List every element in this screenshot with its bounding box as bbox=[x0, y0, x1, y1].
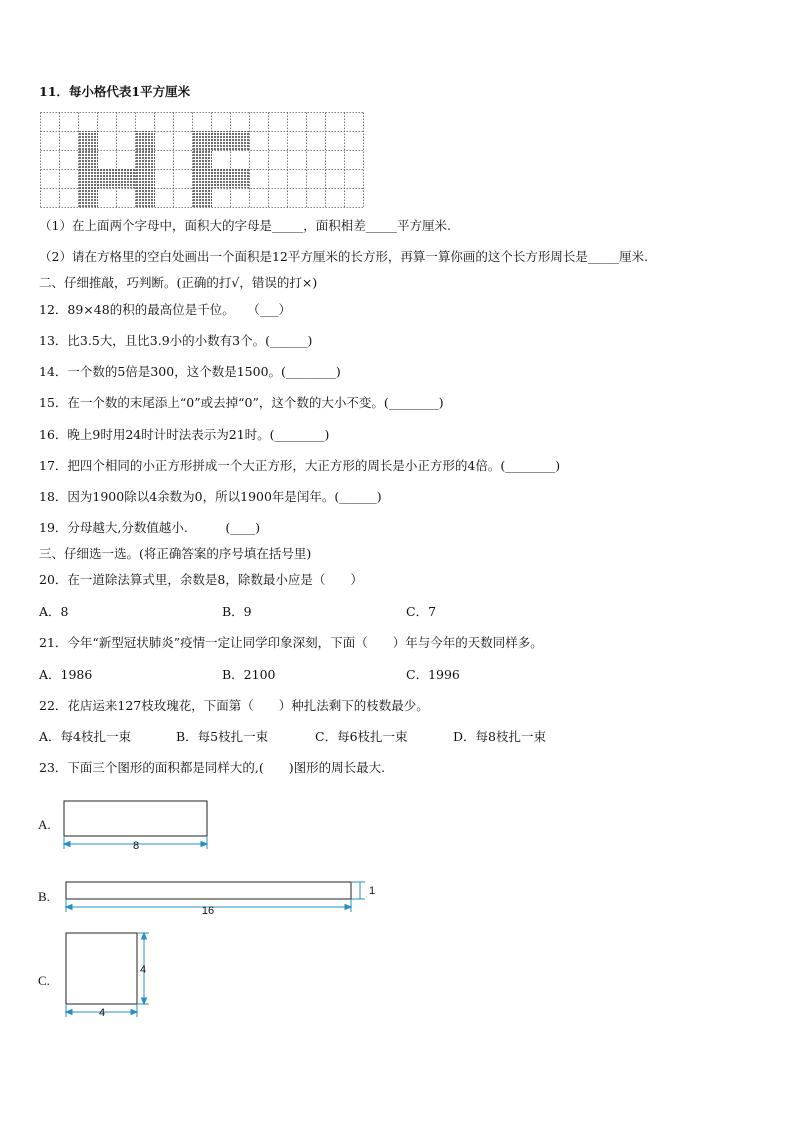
letter-f-shape bbox=[193, 131, 250, 207]
q11-sub1: （1）在上面两个字母中，面积大的字母是_____，面积相差_____平方厘米. bbox=[39, 218, 451, 233]
q21-stem: 21．今年“新型冠状肺炎”疫情一定让同学印象深刻，下面（ ）年与今年的天数同样多。 bbox=[39, 635, 543, 650]
q20-option-a: A．8 bbox=[39, 604, 69, 619]
q11-sub2: （2）请在方格里的空白处画出一个面积是12平方厘米的长方形，再算一算你画的这个长方形周长是_____厘米. bbox=[39, 249, 649, 264]
q20-stem: 20．在一道除法算式里，余数是8，除数最小应是（ ） bbox=[39, 572, 363, 587]
q11-title: 11．每小格代表1平方厘米 bbox=[39, 84, 191, 99]
section3-heading: 三、仔细选一选。(将正确答案的序号填在括号里) bbox=[39, 546, 312, 561]
q17: 17．把四个相同的小正方形拼成一个大正方形，大正方形的周长是小正方形的4倍。(________) bbox=[39, 458, 561, 473]
figure-c-width-label: 4 bbox=[98, 1007, 106, 1019]
figure-c bbox=[60, 928, 160, 1022]
q15: 15．在一个数的末尾添上“0”或去掉“0”，这个数的大小不变。(________) bbox=[39, 395, 444, 410]
q22-option-a: A．每4枝扎一束 bbox=[39, 729, 131, 744]
letter-grid bbox=[40, 112, 382, 208]
q18: 18．因为1900除以4余数为0，所以1900年是闰年。(______) bbox=[39, 489, 382, 504]
letter-h-shape bbox=[79, 131, 155, 207]
figure-c-label: C. bbox=[38, 973, 50, 988]
figure-b-height-label: 1 bbox=[369, 885, 376, 897]
section2-heading: 二、仔细推敲，巧判断。(正确的打√，错误的打×) bbox=[39, 275, 318, 290]
q22-option-d: D．每8枝扎一束 bbox=[453, 729, 546, 744]
figure-a-label: A. bbox=[38, 817, 51, 832]
q19: 19．分母越大,分数值越小. (____) bbox=[39, 520, 261, 535]
figure-a-rect bbox=[64, 801, 207, 836]
figure-c-square bbox=[66, 933, 137, 1004]
q22-stem: 22．花店运来127枝玫瑰花，下面第（ ）种扎法剩下的枝数最少。 bbox=[39, 698, 429, 713]
figure-c-height-label: 4 bbox=[140, 964, 147, 976]
q21-option-c: C．1996 bbox=[406, 667, 460, 682]
q12: 12．89×48的积的最高位是千位。 （___） bbox=[39, 302, 291, 317]
figure-b-length-label: 16 bbox=[201, 905, 215, 917]
q23-stem: 23．下面三个图形的面积都是同样大的,( )图形的周长最大. bbox=[39, 760, 386, 775]
figure-b-rect bbox=[66, 882, 351, 899]
figure-b bbox=[60, 876, 380, 920]
q22-option-c: C．每6枝扎一束 bbox=[315, 729, 408, 744]
q13: 13．比3.5大，且比3.9小的小数有3个。(______) bbox=[39, 333, 313, 348]
figure-a-width-label: 8 bbox=[132, 840, 140, 852]
q21-option-b: B．2100 bbox=[222, 667, 276, 682]
q14: 14．一个数的5倍是300，这个数是1500。(________) bbox=[39, 364, 341, 379]
q20-option-c: C．7 bbox=[406, 604, 437, 619]
q21-option-a: A．1986 bbox=[39, 667, 93, 682]
q22-option-b: B．每5枝扎一束 bbox=[176, 729, 269, 744]
figure-a bbox=[60, 798, 220, 854]
q16: 16．晚上9时用24时计时法表示为21时。(________) bbox=[39, 427, 330, 442]
figure-b-label: B. bbox=[38, 889, 50, 904]
q20-option-b: B．9 bbox=[222, 604, 252, 619]
